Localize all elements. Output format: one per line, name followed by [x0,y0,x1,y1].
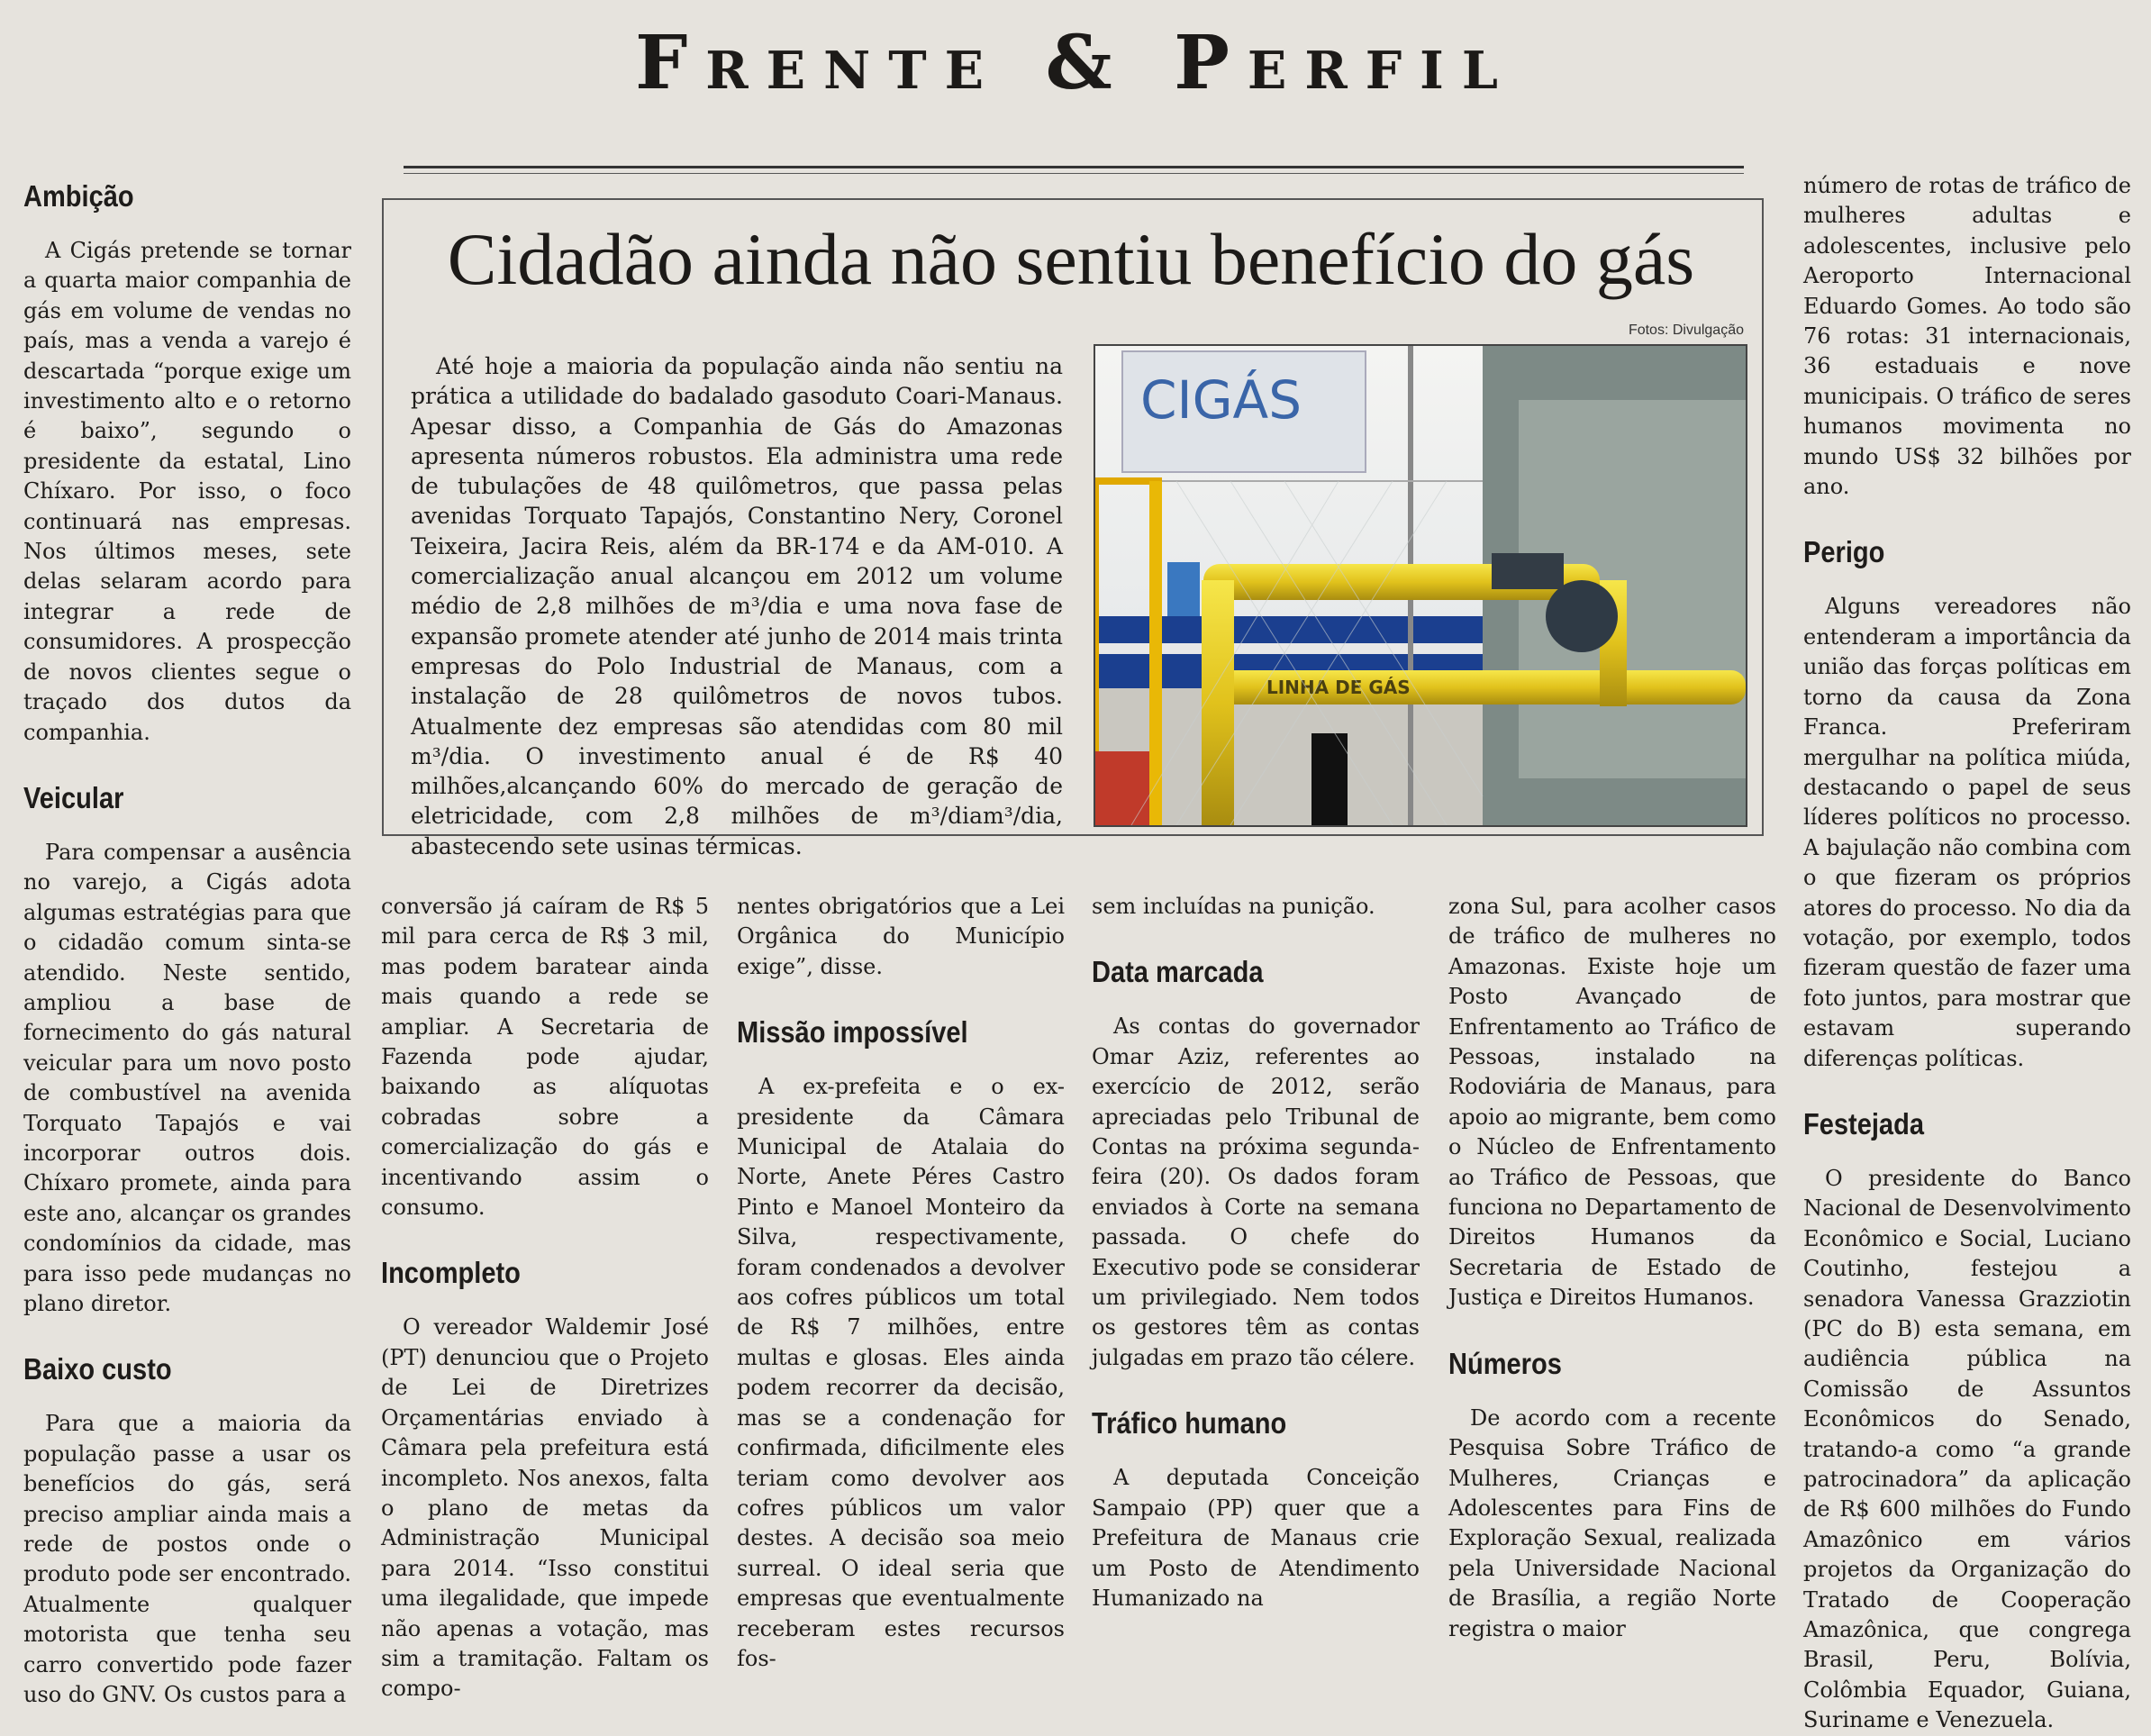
sign-text: CIGÁS [1140,369,1302,431]
section-text-incompleto: O vereador Waldemir José (PT) denunciou que o Projeto de Lei de Diretrizes Orçamentárias enviado à Câmara pela prefeitura está incompleto. Nos anexos, falta o plano de metas da Administração Municipal para 2014. “Isso constitui uma ilegalidade, que impede não apenas a votação, mas sim a tramitação. Faltam os compo- [381,1314,709,1702]
pipe-label: LINHA DE GÁS [1266,677,1411,698]
headline: Cidadão ainda não sentiu benefício do gás [447,218,1695,300]
section-text-numeros: De acordo com a recente Pesquisa Sobre Tráfico de Mulheres, Crianças e Adolescentes para Fins de Exploração Sexual, realizada pela Universidade Nacional de Brasília, a região Norte registra o maior [1448,1404,1776,1641]
photo-credit: Fotos: Divulgação [1628,323,1744,338]
continuation-baixo-custo: conversão já caíram de R$ 5 mil para cerca de R$ 3 mil, mas podem baratear ainda mais quando a rede se ampliar. A Secretaria de Fazenda pode ajudar, baixando as alíquotas cobradas sobre a comercialização do gás e incentivando assim o consumo. [381,894,709,1221]
section-text-trafico: A deputada Conceição Sampaio (PP) quer que a Prefeitura de Manaus crie um Posto de Atendimento Humanizado na [1092,1465,1420,1611]
gas-station-photo [1095,346,1746,825]
masthead: Frente & Perfil [635,20,1516,106]
top-rule-thin [404,173,1744,174]
section-text-missao: A ex-prefeita e o ex-presidente da Câmara Municipal de Atalaia do Norte, Anete Péres Castro Pinto e Manoel Monteiro da Silva, respectivamente, foram condenados a devolver aos cofres públicos um total de R$ 7 milhões, entre multas e glosas. Eles ainda podem recorrer da decisão, mas se a condenação for confirmada, dificilmente eles teriam como devolver aos cofres públicos um valor destes. A decisão soa meio surreal. O ideal seria que empresas que eventualmente receberam estes recursos fos- [737,1074,1065,1671]
section-title-ambicao: Ambição [23,179,134,213]
column-4 [1092,892,1420,1613]
lead-article [411,351,1063,861]
section-title-missao: Missão impossível [737,1015,968,1050]
section-text-festejada: O presidente do Banco Nacional de Desenvolvimento Econômico e Social, Luciano Coutinho, festejou a senadora Vanessa Grazziotin (PC do B) esta semana, em audiência pública na Comissão de Assuntos Econômicos do Senado, tratando-a como “a grande patrocinadora” da aplicação de R$ 600 milhões do Fundo Amazônico em vários projetos da Organização do Tratado de Cooperação Amazônica, que congrega Brasil, Peru, Bolívia, Colômbia Equador, Guiana, Suriname e Venezuela. [1803,1165,2131,1733]
section-text-ambicao: A Cigás pretende se tornar a quarta maior companhia de gás em volume de vendas no país, mas a venda a varejo é descartada “porque exige um investimento alto e o retorno é baixo”, segundo o presidente da estatal, Lino Chíxaro. Por isso, o foco continuará nas empresas. Nos últimos meses, sete delas selaram acordo para integrar a rede de consumidores. A prospecção de novos clientes segue o traçado dos dutos da companhia. [23,238,351,745]
column-1 [23,178,351,1710]
continuation-trafico: zona Sul, para acolher casos de tráfico de mulheres no Amazonas. Existe hoje um Posto Avançado de Enfrentamento ao Tráfico de Pessoas, instalado na Rodoviária de Manaus, para apoio ao migrante, bem como o Núcleo de Enfrentamento ao Tráfico de Pessoas, que funciona no Departamento de Direitos Humanos da Secretaria de Estado de Justiça e Direitos Humanos. [1448,894,1776,1311]
section-text-baixo-custo: Para que a maioria da população passe a usar os benefícios do gás, será preciso ampliar ainda mais a rede de postos onde o produto pode ser encontrado. Atualmente qualquer motorista que tenha seu carro convertido pode fazer uso do GNV. Os custos para a [23,1411,351,1708]
section-title-perigo: Perigo [1803,535,1885,569]
section-title-trafico: Tráfico humano [1092,1406,1287,1441]
continuation-missao: sem incluídas na punição. [1092,894,1375,919]
section-title-festejada: Festejada [1803,1106,1924,1141]
continuation-numeros: número de rotas de tráfico de mulheres adultas e adolescentes, inclusive pelo Aeroporto Internacional Eduardo Gomes. Ao todo são 76 rotas: 31 internacionais, 36 estaduais e nove municipais. O tráfico de seres humanos movimenta no mundo US$ 32 bilhões por ano. [1803,173,2131,500]
section-text-data-marcada: As contas do governador Omar Aziz, referentes ao exercício de 2012, serão apreciadas pelo Tribunal de Contas na próxima segunda-feira (20). Os dados foram enviados à Corte na semana passada. O chefe do Executivo pode se considerar um privilegiado. Nem todos os gestores têm as contas julgadas em prazo tão célere. [1092,1013,1420,1370]
section-title-veicular: Veicular [23,780,124,814]
section-title-data-marcada: Data marcada [1092,955,1264,989]
lead-text: Até hoje a maioria da população ainda não sentiu na prática a utilidade do badalado gasoduto Coari-Manaus. Apesar disso, a Companhia de Gás do Amazonas apresenta números robustos. Ela administra uma rede de tubulações de 48 quilômetros, que passa pelas avenidas Torquato Tapajós, Constantino Nery, Coronel Teixeira, Jacira Reis, além da BR-174 e da AM-010. A comercialização anual alcançou em 2012 um volume médio de 2,8 milhões de m³/dia e uma nova fase de expansão promete atender até junho de 2014 mais trinta empresas do Polo Industrial de Manaus, com a instalação de 28 quilômetros de novos tubos. Atualmente dez empresas são atendidas com 80 mil m³/dia. O investimento anual é de R$ 40 milhões,alcançando 60% do mercado de geração de eletricidade, com 2,8 milhões de m³/diam³/dia, abastecendo sete usinas térmicas. [411,353,1063,859]
top-rule [404,166,1744,168]
column-3 [737,892,1065,1674]
section-text-perigo: Alguns vereadores não entenderam a importância da união das forças políticas em torno da causa da Zona Franca. Preferiram mergulhar na política miúda, destacando o papel de seus líderes políticos no processo. A bajulação não combina com o que fizeram os próprios atores do processo. No dia da votação, por exemplo, todos fizeram questão de fazer uma foto juntos, para mostrar que estavam superando diferenças políticas. [1803,594,2131,1071]
section-title-numeros: Números [1448,1346,1562,1380]
column-6 [1803,171,2131,1736]
section-title-baixo-custo: Baixo custo [23,1352,172,1386]
column-5 [1448,892,1776,1644]
continuation-incompleto: nentes obrigatórios que a Lei Orgânica do Município exige”, disse. [737,894,1065,979]
column-2 [381,892,709,1704]
photo [1094,344,1747,827]
section-title-incompleto: Incompleto [381,1256,521,1290]
section-text-veicular: Para compensar a ausência no varejo, a Cigás adota algumas estratégias para que o cidadão comum sinta-se atendido. Neste sentido, ampliou a base de fornecimento do gás natural veicular para um novo posto de combustível na avenida Torquato Tapajós e vai incorporar outros dois. Chíxaro promete, ainda para este ano, alcançar os grandes condomínios da cidade, mas para isso pede mudanças no plano diretor. [23,839,351,1316]
